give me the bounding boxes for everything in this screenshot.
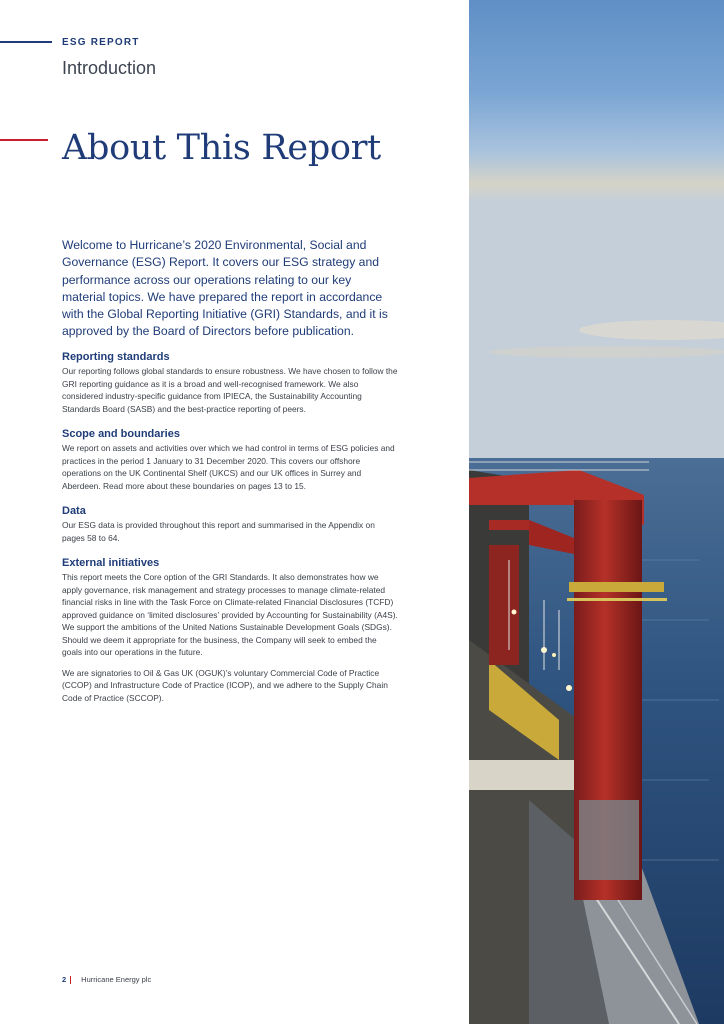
header-rule	[0, 41, 52, 43]
section-title: Introduction	[62, 58, 157, 78]
page-footer	[62, 975, 151, 984]
page-title: About This Report	[62, 128, 381, 168]
section-heading-scope-boundaries: Scope and boundaries	[62, 428, 180, 440]
intro-paragraph: Welcome to Hurricane’s 2020 Environmental, Social and Governance (ESG) Report. It covers our ESG strategy and performance across our operations relating to our key material topics. We have prepared the report in accordance with the Global Reporting Initiative (GRI) Standards, and it is approved by the Board of Directors before publication.	[62, 238, 388, 339]
section-text-scope-boundaries: We report on assets and activities over which we had control in terms of ESG policies and practices in the period 1 January to 31 December 2020. This covers our offshore operations on the UK Continental Shelf (UKCS) and our UK offices in Surrey and Aberdeen. Read more about these boundaries on pages 13 to 15.	[62, 443, 395, 491]
offshore-platform-photo	[469, 0, 724, 1024]
section-text-external-initiatives-2: We are signatories to Oil & Gas UK (OGUK)’s voluntary Commercial Code of Practice (CCOP) and Infrastructure Code of Practice (ICOP), and we adhere to the Supply Chain Code of Practice (SCCOP).	[62, 667, 388, 703]
section-text-reporting-standards: Our reporting follows global standards to ensure robustness. We have chosen to follow the GRI reporting guidance as it is a broad and well-recognised framework. We also considered industry-specific guidance from IPIECA, the Sustainability Accounting Standards Board (SASB) and the best-practice reporting of peers.	[62, 366, 398, 414]
section-heading-data: Data	[62, 505, 86, 517]
section-text-external-initiatives: This report meets the Core option of the GRI Standards. It also demonstrates how we apply governance, risk management and strategy processes to manage climate-related financial risks in line with the Task Force on Climate-related Financial Disclosures (TCFD) approved guidance on ‘limited disclosures’ provided by Accounting for Sustainability (A4S). We support the ambitions of the United Nations Sustainable Development Goals (SDGs). Should we deem it appropriate for the business, the Company will seek to embed the goals into our operations in the future.	[62, 572, 398, 657]
title-accent-rule	[0, 139, 48, 141]
footer-divider	[70, 976, 71, 984]
section-heading-external-initiatives: External initiatives	[62, 557, 160, 569]
section-heading-reporting-standards: Reporting standards	[62, 351, 170, 363]
footer-company: Hurricane Energy plc	[81, 975, 152, 984]
section-label: ESG REPORT	[62, 37, 140, 48]
page-number: 2	[62, 975, 67, 984]
body-column	[62, 350, 398, 704]
section-text-data: Our ESG data is provided throughout this report and summarised in the Appendix on pages 58 to 64.	[62, 520, 375, 543]
